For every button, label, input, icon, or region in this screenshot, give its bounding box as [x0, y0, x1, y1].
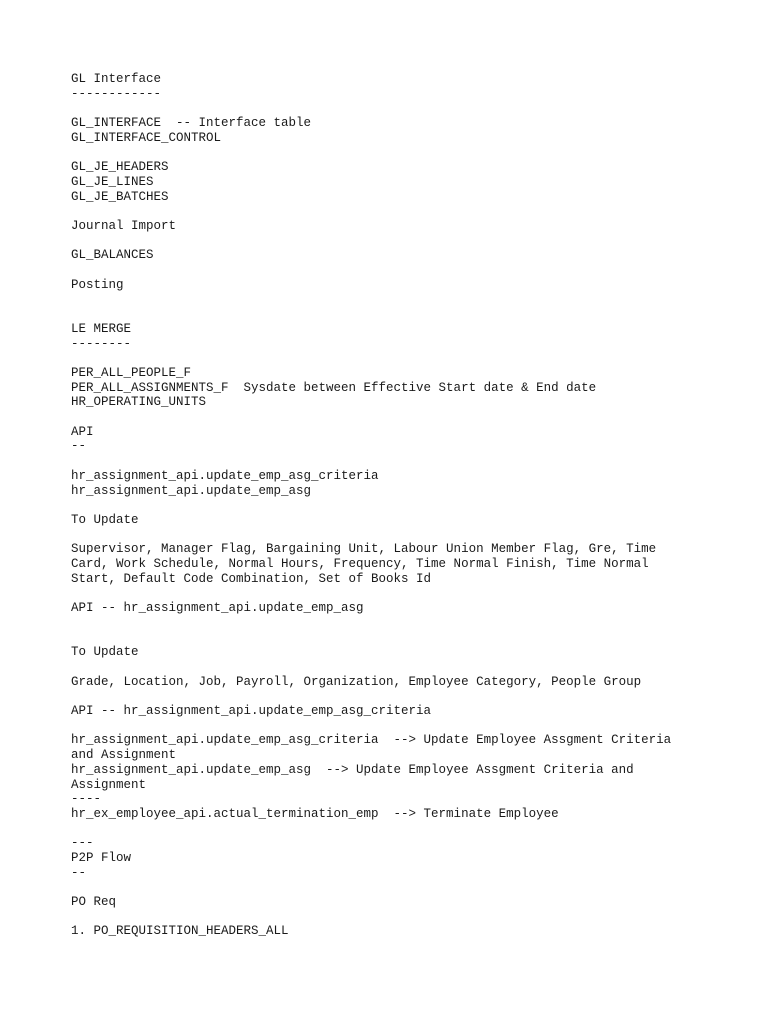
- gl-je-table-line: GL_JE_LINES: [71, 174, 154, 189]
- to-update-heading: To Update: [71, 512, 139, 527]
- gl-balances-text: GL_BALANCES: [71, 248, 154, 263]
- p2p-heading-block: [71, 836, 741, 880]
- posting-block: [71, 278, 741, 293]
- api-note-block-2: [71, 704, 741, 719]
- api-heading-block: [71, 425, 741, 454]
- gl-balances-block: [71, 248, 741, 263]
- gl-je-table-line: GL_JE_BATCHES: [71, 189, 169, 204]
- le-merge-table-line: PER_ALL_ASSIGNMENTS_F Sysdate between Effective Start date & End date: [71, 380, 597, 395]
- api-notes-line: hr_assignment_api.update_emp_asg_criteria --> Update Employee Assgment Criteria: [71, 733, 672, 748]
- p2p-underline: --: [71, 865, 87, 880]
- po-req-heading: PO Req: [71, 895, 117, 910]
- to-update-block-2: [71, 645, 741, 660]
- gl-interface-underline: ------------: [71, 86, 162, 101]
- api-notes-line: and Assignment: [71, 748, 177, 763]
- fields-line: Start, Default Code Combination, Set of Books Id: [71, 571, 432, 586]
- api-notes-line: hr_assignment_api.update_emp_asg --> Update Employee Assgment Criteria and: [71, 762, 634, 777]
- gl-je-table-line: GL_JE_HEADERS: [71, 160, 169, 175]
- le-merge-table-line: HR_OPERATING_UNITS: [71, 395, 207, 410]
- api-notes-line: hr_ex_employee_api.actual_termination_emp --> Terminate Employee: [71, 806, 559, 821]
- le-merge-tables-block: [71, 366, 741, 410]
- api-list-block: [71, 469, 741, 498]
- gl-interface-table-line: GL_INTERFACE_CONTROL: [71, 130, 222, 145]
- gl-interface-heading: GL Interface: [71, 72, 162, 86]
- api-notes-block: [71, 733, 741, 821]
- le-merge-heading: LE MERGE: [71, 321, 132, 336]
- api-line: hr_assignment_api.update_emp_asg: [71, 483, 312, 498]
- api-notes-line: Assignment: [71, 777, 147, 792]
- api-notes-line: ----: [71, 792, 102, 807]
- gl-je-tables-block: [71, 160, 741, 204]
- api-line: hr_assignment_api.update_emp_asg_criteria: [71, 468, 379, 483]
- fields-line: Supervisor, Manager Flag, Bargaining Unit, Labour Union Member Flag, Gre, Time: [71, 542, 657, 557]
- le-merge-underline: --------: [71, 336, 132, 351]
- api-heading: API: [71, 424, 94, 439]
- to-update-block-1: [71, 513, 741, 528]
- posting-text: Posting: [71, 277, 124, 292]
- p2p-separator: ---: [71, 836, 94, 851]
- po-req-block: [71, 895, 741, 910]
- gl-interface-heading-block: [71, 72, 741, 101]
- fields-block-2: [71, 675, 741, 690]
- journal-import-text: Journal Import: [71, 218, 177, 233]
- le-merge-table-line: PER_ALL_PEOPLE_F: [71, 365, 192, 380]
- fields-block-1: [71, 542, 741, 586]
- journal-import-block: [71, 219, 741, 234]
- le-merge-heading-block: [71, 322, 741, 351]
- po-step-block: [71, 924, 741, 939]
- api-underline: --: [71, 439, 87, 454]
- fields-line: Card, Work Schedule, Normal Hours, Frequency, Time Normal Finish, Time Normal: [71, 557, 649, 572]
- gl-interface-table-line: GL_INTERFACE -- Interface table: [71, 116, 312, 131]
- gl-interface-tables-block: [71, 116, 741, 145]
- po-step-line: 1. PO_REQUISITION_HEADERS_ALL: [71, 924, 289, 939]
- api-note-line: API -- hr_assignment_api.update_emp_asg: [71, 601, 364, 616]
- api-note-block-1: [71, 601, 741, 616]
- p2p-heading: P2P Flow: [71, 851, 132, 865]
- fields-line: Grade, Location, Job, Payroll, Organization, Employee Category, People Group: [71, 674, 642, 689]
- to-update-heading: To Update: [71, 645, 139, 660]
- api-note-line: API -- hr_assignment_api.update_emp_asg_criteria: [71, 704, 432, 718]
- document-page: [71, 72, 741, 954]
